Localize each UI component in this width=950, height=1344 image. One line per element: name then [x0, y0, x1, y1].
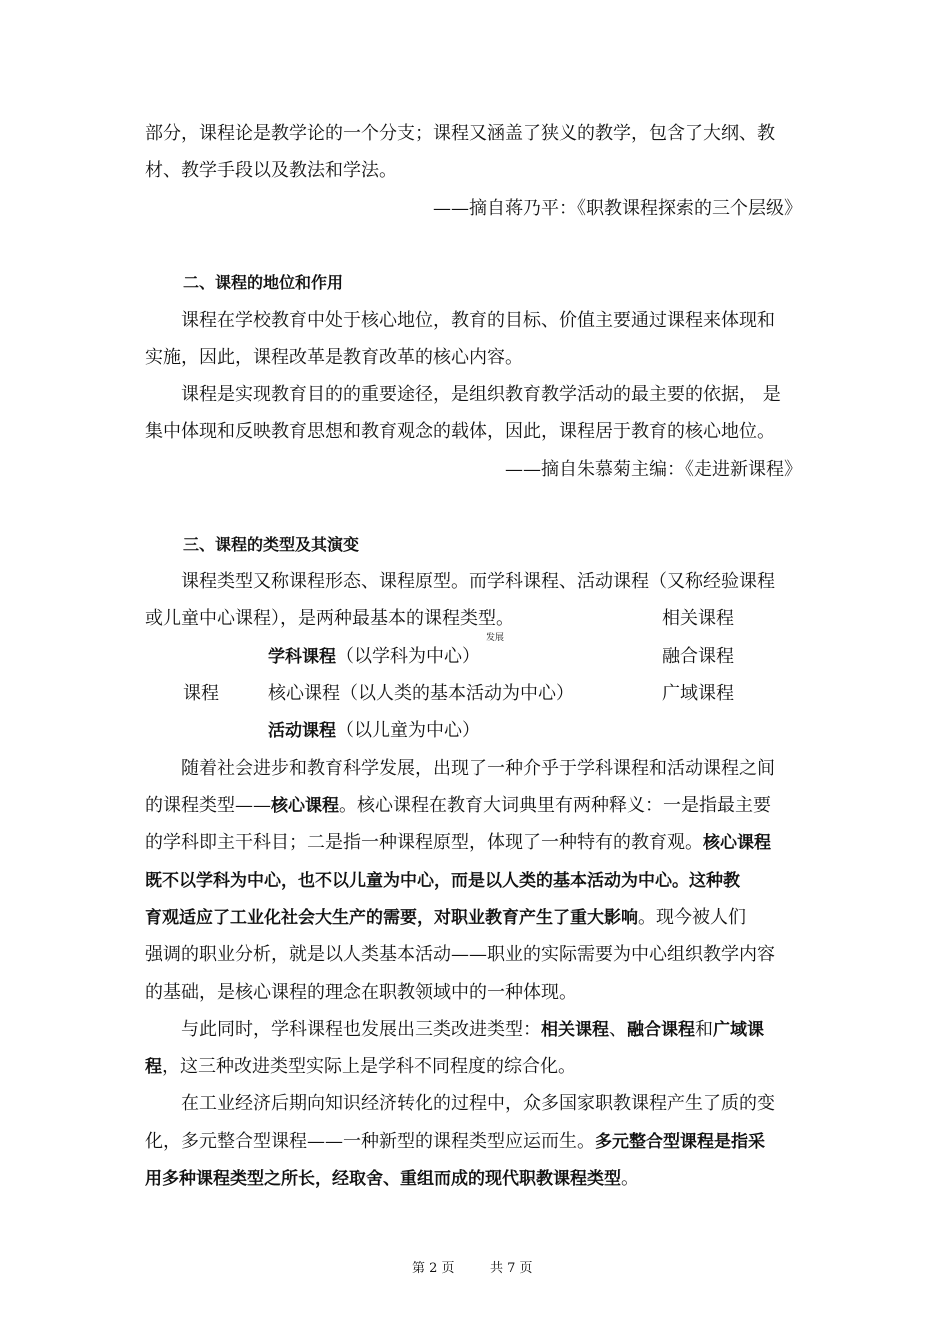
source-citation: ——摘自蒋乃平：《职教课程探索的三个层级》: [433, 198, 802, 219]
broad-course-label: 广域课程: [662, 683, 734, 704]
page-number: 第 2 页: [412, 1261, 455, 1276]
paragraph-line: 在工业经济后期向知识经济转化的过程中，众多国家职教课程产生了质的变: [181, 1093, 775, 1114]
paragraph-line: 或儿童中心课程），是两种最基本的课程类型。: [145, 608, 514, 629]
paragraph-line: 用多种课程类型之所长，经取舍、重组而成的现代职教课程类型。: [145, 1168, 639, 1189]
paragraph-line: 强调的职业分析，就是以人类基本活动——职业的实际需要为中心组织教学内容: [145, 944, 775, 965]
section-heading: 二、课程的地位和作用: [183, 273, 344, 292]
paragraph-line: 材、教学手段以及教法和学法。: [145, 160, 397, 181]
paragraph-line: 化，多元整合型课程——一种新型的课程类型应运而生。多元整合型课程是指采: [145, 1131, 765, 1152]
paragraph-line: 程，这三种改进类型实际上是学科不同程度的综合化。: [145, 1056, 576, 1077]
source-citation: ——摘自朱慕菊主编：《走进新课程》: [505, 459, 802, 480]
related-course-label: 相关课程: [662, 608, 734, 629]
paragraph-line: 育观适应了工业化社会大生产的需要，对职业教育产生了重大影响。现今被人们: [145, 907, 746, 928]
core-course-label: 核心课程（以人类的基本活动为中心）: [268, 683, 574, 704]
subject-course-label: 学科课程（以学科为中心）: [268, 646, 480, 667]
paragraph-line: 课程类型又称课程形态、课程原型。而学科课程、活动课程（又称经验课程: [181, 571, 775, 592]
section-heading: 三、课程的类型及其演变: [183, 535, 360, 554]
paragraph-line: 部分，课程论是教学论的一个分支；课程又涵盖了狭义的教学，包含了大纲、教: [145, 123, 775, 144]
paragraph-line: 课程是实现教育目的的重要途径，是组织教育教学活动的最主要的依据， 是: [181, 384, 781, 405]
paragraph-line: 的学科即主干科目；二是指一种课程原型，体现了一种特有的教育观。核心课程: [145, 832, 771, 853]
paragraph-line: 的基础，是核心课程的理念在职教领域中的一种体现。: [145, 982, 577, 1003]
page-total: 共 7 页: [490, 1261, 533, 1276]
paragraph-line: 随着社会进步和教育科学发展，出现了一种介乎于学科课程和活动课程之间: [181, 758, 775, 779]
paragraph-line: 与此同时，学科课程也发展出三类改进类型：相关课程、融合课程和广域课: [181, 1019, 764, 1040]
paragraph-line: 的课程类型——核心课程。核心课程在教育大词典里有两种释义：一是指最主要: [145, 795, 771, 816]
develop-label: 发展: [486, 633, 505, 643]
course-root-label: 课程: [183, 683, 219, 704]
paragraph-line: 既不以学科为中心，也不以儿童为中心，而是以人类的基本活动为中心。这种教: [145, 871, 740, 891]
paragraph-line: 集中体现和反映教育思想和教育观念的载体，因此，课程居于教育的核心地位。: [145, 421, 775, 442]
fused-course-label: 融合课程: [662, 646, 734, 667]
paragraph-line: 课程在学校教育中处于核心地位，教育的目标、价值主要通过课程来体现和: [181, 310, 775, 331]
activity-course-label: 活动课程（以儿童为中心）: [268, 720, 480, 741]
paragraph-line: 实施，因此，课程改革是教育改革的核心内容。: [145, 347, 523, 368]
